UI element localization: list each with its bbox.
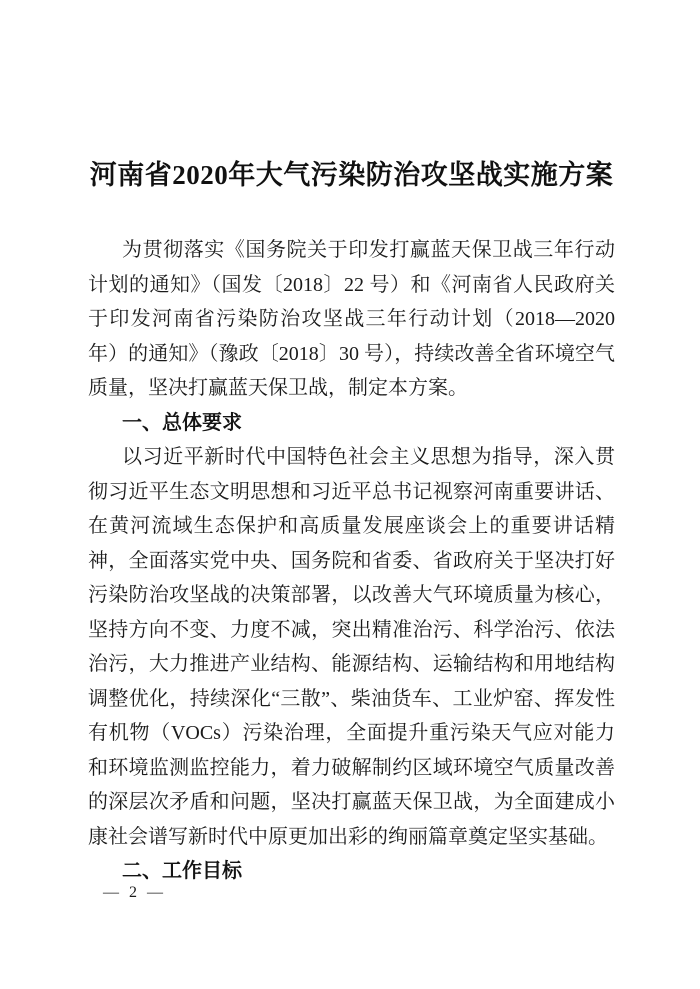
paragraph-preamble: 为贯彻落实《国务院关于印发打赢蓝天保卫战三年行动计划的通知》（国发〔2018〕22 号）和《河南省人民政府关于印发河南省污染防治攻坚战三年行动计划（2018—2020 年）的通知》（豫政〔2018〕30 号），持续改善全省环境空气质量，坚决打赢蓝天保卫战，制定本方案。 — [88, 239, 615, 399]
paragraph-overall-requirements: 以习近平新时代中国特色社会主义思想为指导，深入贯彻习近平生态文明思想和习近平总书记视察河南重要讲话、在黄河流域生态保护和高质量发展座谈会上的重要讲话精神，全面落实党中央、国务院和省委、省政府关于坚决打好污染防治攻坚战的决策部署，以改善大气环境质量为核心，坚持方向不变、力度不减，突出精准治污、科学治污、依法治污，大力推进产业结构、能源结构、运输结构和用地结构调整优化，持续深化“三散”、柴油货车、工业炉窑、挥发性有机物（VOCs）污染治理，全面提升重污染天气应对能力和环境监测监控能力，着力破解制约区域环境空气质量改善的深层次矛盾和问题，坚决打赢蓝天保卫战，为全面建成小康社会谱写新时代中原更加出彩的绚丽篇章奠定坚实基础。 — [88, 446, 615, 848]
page-number: — 2 — — [103, 884, 166, 901]
document-content — [88, 158, 615, 889]
section-heading-overall-requirements: 一、总体要求 — [122, 411, 242, 434]
document-title: 河南省2020年大气污染防治攻坚战实施方案 — [89, 160, 614, 190]
section-heading-work-goals: 二、工作目标 — [122, 860, 242, 882]
